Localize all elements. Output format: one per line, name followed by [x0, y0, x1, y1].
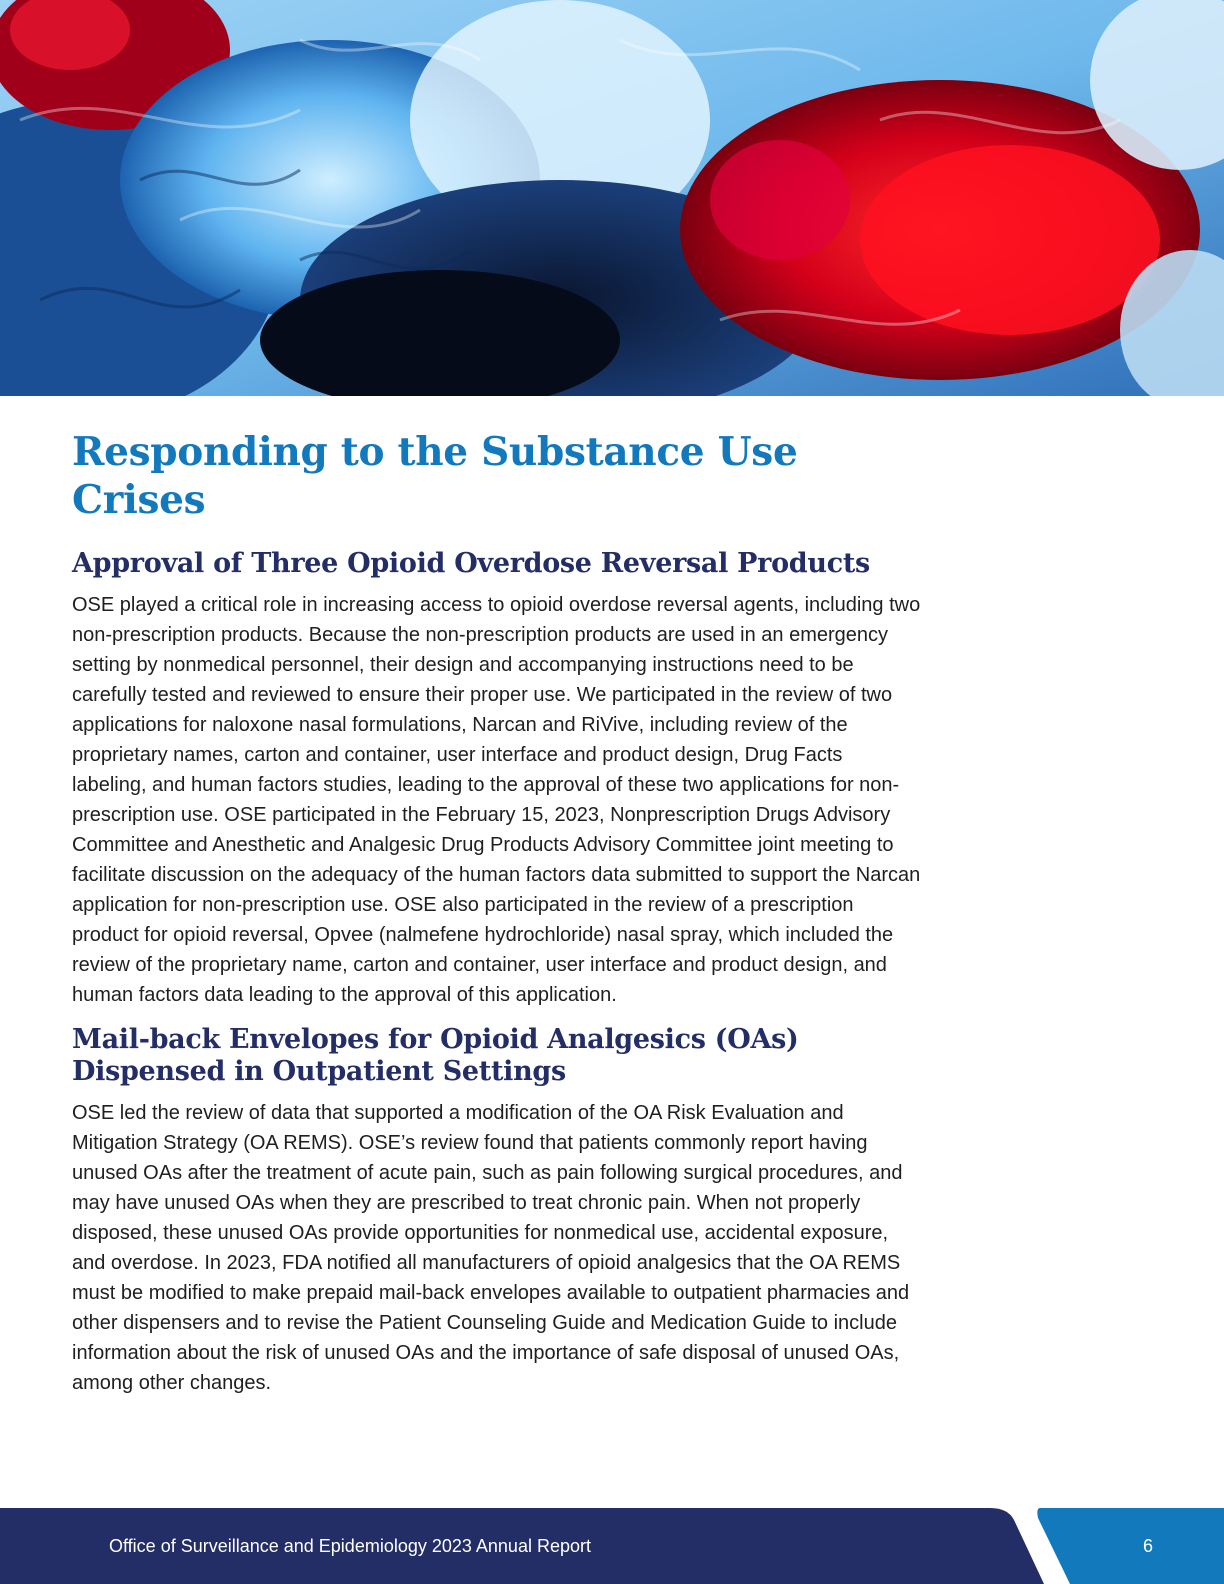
- section-mail-back-envelopes: [72, 1024, 922, 1398]
- main-content: [72, 428, 922, 1412]
- footer-report-title: Office of Surveillance and Epidemiology 2023 Annual Report: [109, 1536, 591, 1556]
- hero-image: [0, 0, 1224, 396]
- section-heading-line: Dispensed in Outpatient Settings: [72, 1056, 566, 1087]
- section-heading: Approval of Three Opioid Overdose Reversal Products: [72, 548, 870, 579]
- page-number: 6: [1142, 1536, 1153, 1556]
- page-title: Responding to the Substance Use Crises: [72, 429, 798, 523]
- section-body: OSE played a critical role in increasing access to opioid overdose reversal agents, including two non-prescription products. Because the non-prescription products are used in an emergency setting by nonmedical personnel, their design and accompanying instructions need to be carefully tested and reviewed to ensure their proper use. We participated in the review of two applications for naloxone nasal formulations, Narcan and RiVive, including review of the proprietary names, carton and container, user interface and product design, Drug Facts labeling, and human factors studies, leading to the approval of these two applications for non-prescription use. OSE participated in the February 15, 2023, Nonprescription Drugs Advisory Committee and Anesthetic and Analgesic Drug Products Advisory Committee joint meeting to facilitate discussion on the adequacy of the human factors data submitted to support the Narcan application for non-prescription use. OSE also participated in the review of a prescription product for opioid reversal, Opvee (nalmefene hydrochloride) nasal spray, which included the review of the proprietary name, carton and container, user interface and product design, and human factors data leading to the approval of this application.: [72, 594, 921, 1006]
- capsules-illustration-icon: [0, 0, 1224, 396]
- section-heading: [72, 1024, 922, 1088]
- section-heading-line: Mail-back Envelopes for Opioid Analgesics (OAs): [72, 1024, 799, 1055]
- section-overdose-reversal: [72, 548, 922, 1010]
- section-body: OSE led the review of data that supported a modification of the OA Risk Evaluation and Mitigation Strategy (OA REMS). OSE’s review found that patients commonly report having unused OAs after the treatment of acute pain, such as pain following surgical procedures, and may have unused OAs when they are prescribed to treat chronic pain. When not properly disposed, these unused OAs provide opportunities for nonmedical use, accidental exposure, and overdose. In 2023, FDA notified all manufacturers of opioid analgesics that the OA REMS must be modified to make prepaid mail-back envelopes available to outpatient pharmacies and other dispensers and to revise the Patient Counseling Guide and Medication Guide to include information about the risk of unused OAs and the importance of safe disposal of unused OAs, among other changes.: [72, 1102, 910, 1394]
